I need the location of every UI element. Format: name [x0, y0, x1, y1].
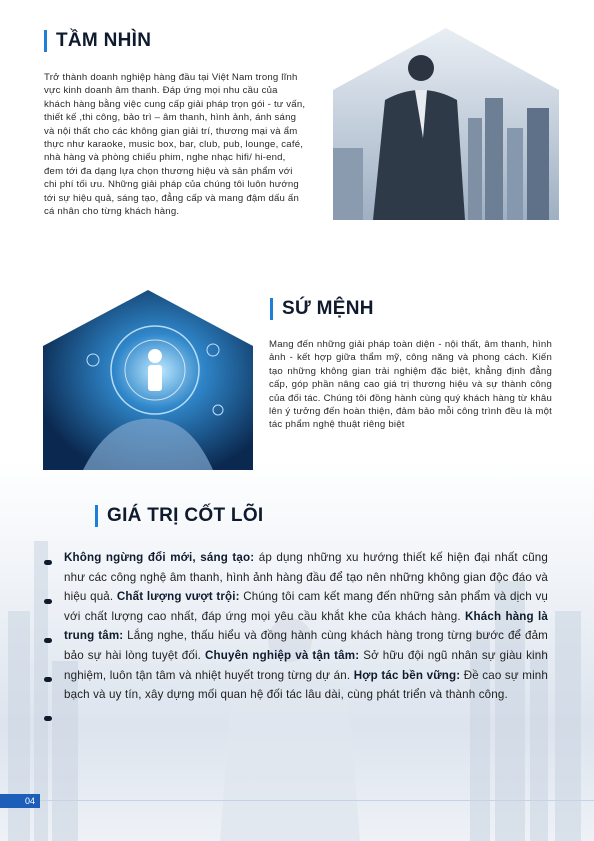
value-label: Khách hàng là trung tâm:: [64, 609, 549, 643]
vision-title: TẦM NHÌN: [56, 30, 152, 51]
vision-paragraph: Trở thành doanh nghiệp hàng đầu tại Việt Nam trong lĩnh vực kinh doanh âm thanh. Đáp ứng mọi nhu cầu của khách hàng bằng việc cung cấp giải pháp trọn gói - tư vấn, thiết kế ,thi công, bảo trì – âm thanh, hình ảnh, ánh sáng và nội thất cho các không gian giải trí, thương mại và ẩm thực như karaoke, music box, bar, club, pub, lounge, café, nhà hàng và phòng chiếu phim, nghe nhạc hifi/ hi-end, đem tới đa dạng lựa chọn thương hiệu và sản phẩm với chi phí tối ưu. Những giải pháp của chúng tôi luôn hướng tới sự hiệu quả, sáng tạo, đẳng cấp và mang đậm dấu ấn cá nhân cho từng khách hàng.: [44, 72, 306, 218]
mission-paragraph: Mang đến những giải pháp toàn diện - nội thất, âm thanh, hình ảnh - kết hợp giữa thẩm mỹ, công năng và phong cách. Kiến tạo những không gian trải nghiệm đặc biệt, khẳng định đẳng cấp, góp phần nâng cao giá trị thương hiệu và sự thành công của đối tác. Chúng tôi đồng hành cùng quý khách hàng từ khâu lên ý tưởng đến hoàn thiện, đảm bảo mỗi công trình đều là một tác phẩm nghệ thuật riêng biệt: [269, 339, 552, 431]
bullet-dot: [44, 599, 52, 604]
vision-businessman-image: [333, 28, 559, 220]
core-values-title: GIÁ TRỊ CỐT LÕI: [107, 505, 264, 526]
value-text: Chúng tôi cam kết mang đến những sản phẩm và dịch vụ với chất lượng cao nhất, đáp ứng mọi yêu cầu khắt khe của khách hàng.: [64, 590, 548, 623]
heading-accent-bar: [270, 298, 273, 320]
mission-heading: [270, 298, 374, 320]
page-number: 04: [0, 794, 40, 808]
value-text: Sở hữu đội ngũ nhân sự giàu kinh nghiệm, luôn tận tâm và nhiệt huyết trong từng dự án.: [64, 648, 548, 682]
value-label: Không ngừng đổi mới, sáng tạo:: [64, 551, 255, 564]
bullet-dot: [44, 716, 52, 721]
value-label: Chuyên nghiệp và tận tâm:: [205, 648, 360, 662]
bullet-dot: [44, 560, 52, 565]
core-values-heading: [95, 505, 264, 527]
bullet-dot: [44, 638, 52, 643]
value-text: Lắng nghe, thấu hiểu và đồng hành cùng khách hàng trong từng bước để đảm bảo sự hài lòng tuyệt đối.: [64, 629, 548, 662]
value-label: Hợp tác bền vững:: [353, 668, 461, 682]
heading-accent-bar: [44, 30, 47, 52]
value-label: Chất lượng vượt trội:: [116, 590, 240, 604]
footer-line: [40, 800, 594, 801]
value-text: áp dụng những xu hướng thiết kế hiện đại nhất cũng như các công nghệ âm thanh, hình ảnh hàng đầu để tạo nên những không gian độc đáo và hiệu quả.: [64, 551, 548, 604]
value-text: Đề cao sự minh bạch và uy tín, xây dựng mối quan hệ đối tác lâu dài, cùng phát triển và thành công.: [64, 668, 548, 702]
vision-heading: [44, 30, 151, 52]
core-values-paragraph: [44, 548, 548, 705]
bullet-dot: [44, 677, 52, 682]
heading-accent-bar: [95, 505, 98, 527]
mission-title: SỨ MỆNH: [282, 298, 374, 319]
mission-technology-image: [43, 290, 253, 470]
